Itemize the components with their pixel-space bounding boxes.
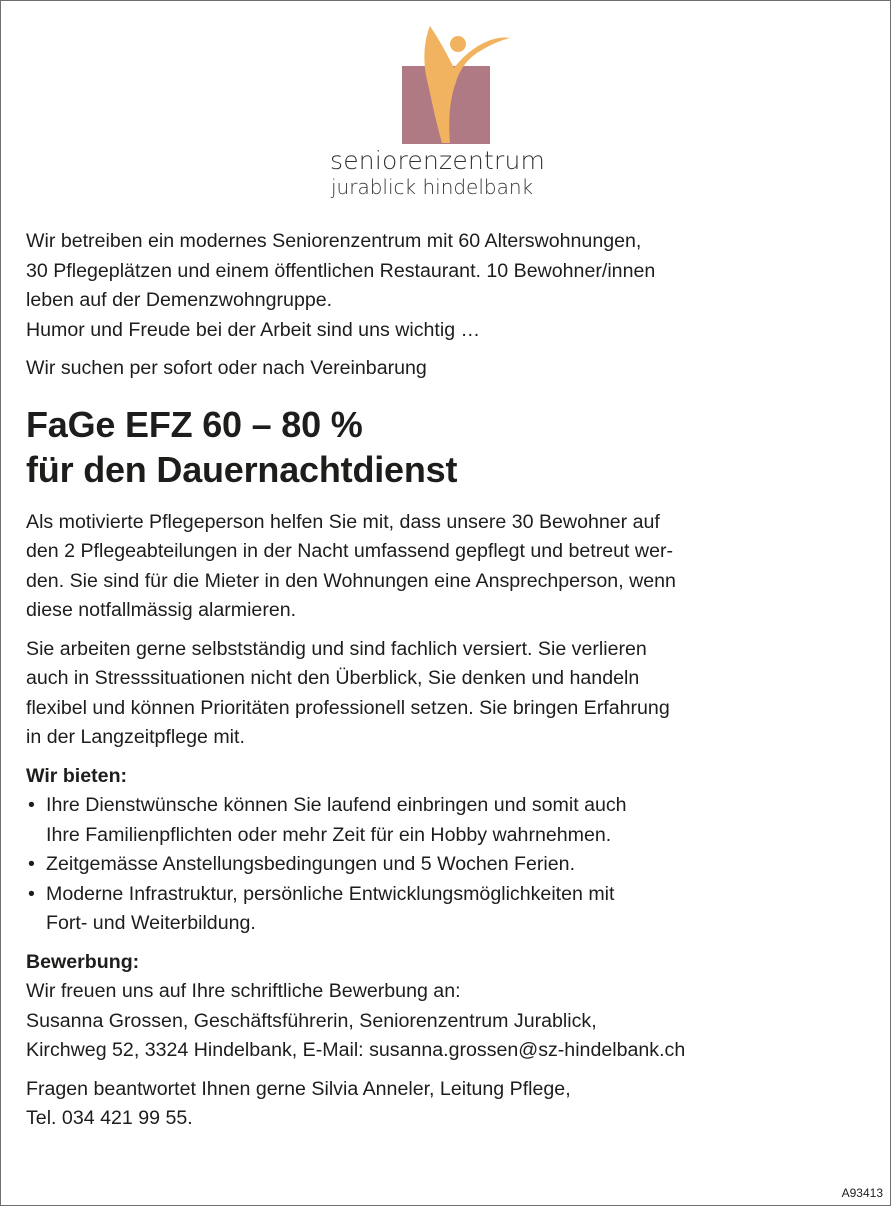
offer-item-line: Zeitgemässe Anstellungsbedingungen und 5 Wochen Ferien.	[46, 853, 576, 875]
para2-line: auch in Stresssituationen nicht den Überblick, Sie denken und handeln	[26, 667, 640, 689]
offer-item	[26, 791, 876, 850]
brand-line-1: seniorenzentrum	[330, 146, 546, 175]
intro-line: 30 Pflegeplätzen und einem öffentlichen Restaurant. 10 Bewohner/innen	[26, 259, 656, 282]
brand-line-2: jurablick hindelbank	[331, 175, 534, 199]
bullet-icon: •	[28, 853, 35, 875]
intro-line: Humor und Freude bei der Arbeit sind uns wichtig …	[26, 318, 481, 341]
intro-line: Wir betreiben ein modernes Seniorenzentrum mit 60 Alterswohnungen,	[26, 230, 642, 252]
para1-line: Als motivierte Pflegeperson helfen Sie mit, dass unsere 30 Bewohner auf	[26, 510, 660, 533]
job-title	[26, 402, 876, 492]
application-heading: Bewerbung:	[26, 950, 140, 973]
ad-code: A93413	[841, 1186, 883, 1200]
para2-line: in der Langzeitpflege mit.	[26, 726, 245, 748]
intro-line: leben auf der Demenzwohngruppe.	[26, 289, 333, 311]
offer-item	[26, 880, 876, 939]
job-title-line-2: für den Dauernachtdienst	[26, 448, 458, 490]
search-text: Wir suchen per sofort oder nach Vereinbarung	[26, 357, 427, 379]
logo-head	[450, 36, 466, 52]
bullet-icon: •	[28, 794, 35, 816]
application-line: Kirchweg 52, 3324 Hindelbank, E-Mail: susanna.grossen@sz-hindelbank.ch	[26, 1039, 686, 1061]
application-line: Susanna Grossen, Geschäftsführerin, Seniorenzentrum Jurablick,	[26, 1009, 597, 1032]
para1-line: den 2 Pflegeabteilungen in der Nacht umfassend gepflegt und betreut wer-	[26, 540, 674, 562]
application-line: Wir freuen uns auf Ihre schriftliche Bewerbung an:	[26, 980, 461, 1002]
offer-item-line: Ihre Familienpflichten oder mehr Zeit für ein Hobby wahrnehmen.	[46, 823, 612, 846]
ad-content	[26, 227, 876, 1134]
para2-line: Sie arbeiten gerne selbstständig und sind fachlich versiert. Sie verlieren	[26, 637, 647, 660]
para1-line: diese notfallmässig alarmieren.	[26, 599, 297, 621]
bullet-icon: •	[28, 882, 35, 905]
offer-item-line: Ihre Dienstwünsche können Sie laufend einbringen und somit auch	[46, 794, 627, 816]
offer-item	[26, 850, 876, 880]
questions-line: Fragen beantwortet Ihnen gerne Silvia Anneler, Leitung Pflege,	[26, 1077, 571, 1100]
para2-line: flexibel und können Prioritäten professionell setzen. Sie bringen Erfahrung	[26, 696, 670, 719]
seniorenzentrum-logo	[400, 22, 512, 146]
questions-line: Tel. 034 421 99 55.	[26, 1107, 193, 1129]
offer-item-line: Moderne Infrastruktur, persönliche Entwicklungsmöglichkeiten mit	[46, 882, 615, 905]
brand-name	[330, 148, 545, 200]
offer-heading: Wir bieten:	[26, 764, 128, 787]
job-title-line-1: FaGe EFZ 60 – 80 %	[26, 403, 363, 445]
offer-item-line: Fort- und Weiterbildung.	[46, 912, 256, 934]
para1-line: den. Sie sind für die Mieter in den Wohnungen eine Ansprechperson, wenn	[26, 569, 676, 592]
